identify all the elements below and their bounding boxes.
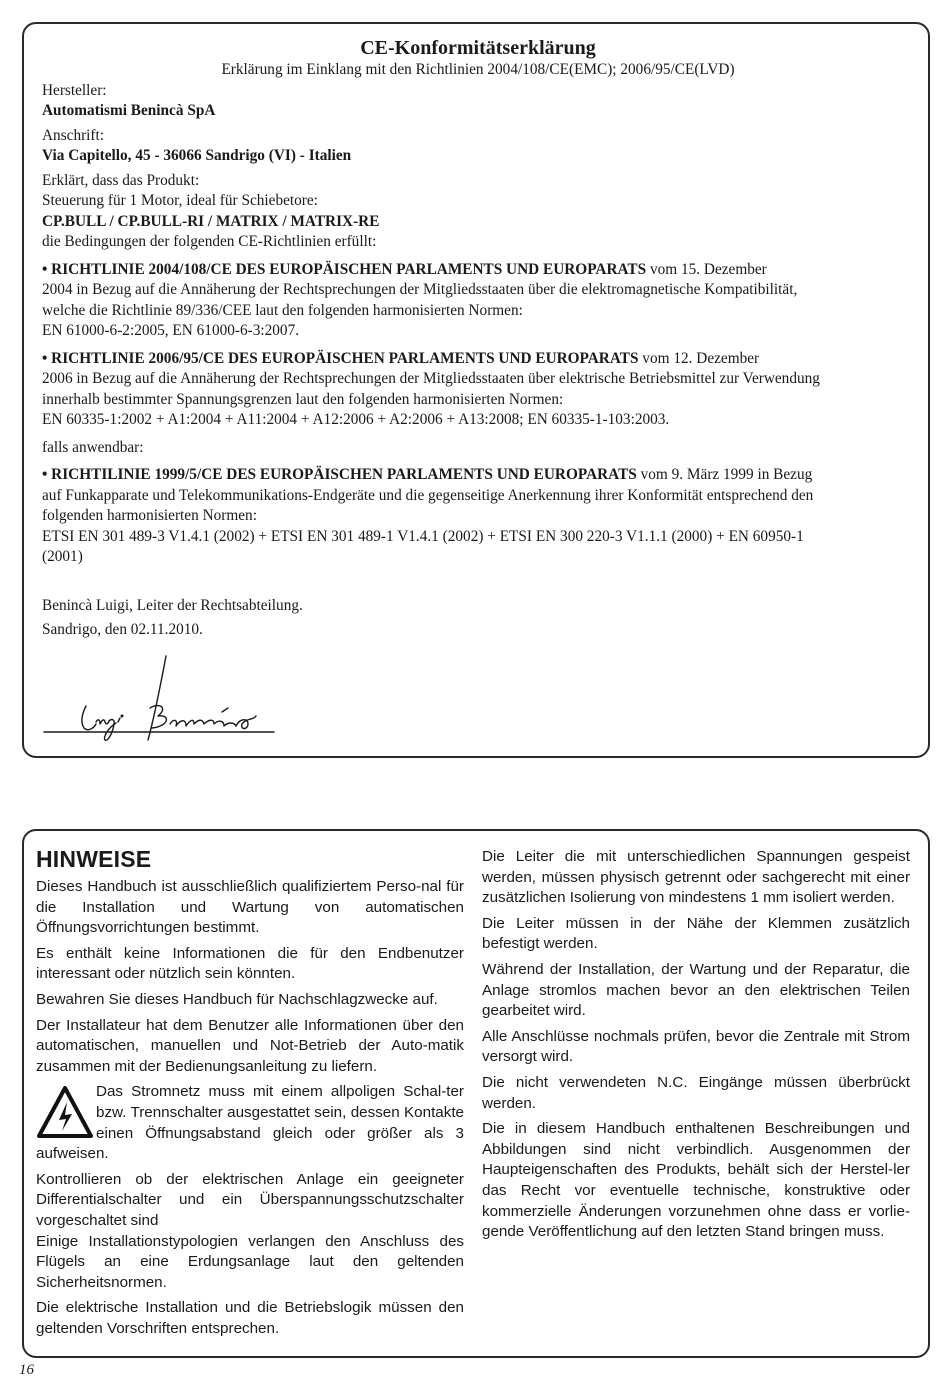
directive-2-date: vom 12. Dezember: [638, 349, 760, 367]
directive-1-line3: welche die Richtlinie 89/336/CEE laut den folgenden harmonisierten Normen:: [42, 301, 523, 319]
ce-declaration-box: [22, 22, 930, 758]
directive-3-norms-cont: (2001): [42, 548, 83, 565]
address-value: Via Capitello, 45 - 36066 Sandrigo (VI) - Italien: [42, 147, 352, 164]
note-paragraph: Dieses Handbuch ist ausschließlich qualifiziertem Perso-nal für die Installation und Wartung von automatischen Öffnungsvorrichtungen bestimmt.: [36, 878, 464, 937]
ce-declaration-content: [42, 36, 914, 641]
product-models: CP.BULL / CP.BULL-RI / MATRIX / MATRIX-RE: [42, 212, 380, 230]
directive-3-line3: folgenden harmonisierten Normen:: [42, 507, 257, 524]
note-paragraph: Während der Installation, der Wartung und der Reparatur, die Anlage stromlos machen bevor an den elektrischen Teilen gearbeitet wird.: [482, 960, 910, 1020]
note-paragraph: Die in diesem Handbuch enthaltenen Beschreibungen und Abbildungen sind nicht verbindlich. Ausgenommen der Haupteigenschaften des Produkts, behält sich der Herstel-ler das Recht vor eventuelle technische, konstruktive oder kommerzielle Änderungen vorzunehmen ohne dass er vorlie-gende Veröffentlichung auf den letzten Stand bringen muss.: [482, 1120, 910, 1241]
declaration-title: CE-Konformitätserklärung: [360, 37, 596, 59]
manufacturer-name: Automatismi Benincà SpA: [42, 102, 216, 119]
note-paragraph: Einige Installationstypologien verlangen den Anschluss des Flügels an eine Erdungsanlage laut den geltenden Sicherheitsnormen.: [36, 1232, 464, 1291]
conditions-text: die Bedingungen der folgenden CE-Richtlinien erfüllt:: [42, 233, 377, 250]
product-description: Steuerung für 1 Motor, ideal für Schiebetore:: [42, 192, 318, 209]
directive-2-line2: 2006 in Bezug auf die Annäherung der Rechtsprechungen der Mitgliedsstaaten über elektrische Betriebsmittel zur Verwendung: [42, 370, 820, 387]
address-label: Anschrift:: [42, 126, 105, 144]
warning-text: Das Stromnetz muss mit einem allpoligen Schal-ter bzw. Trennschalter ausgestattet sein, dessen Kontakte einen Öffnungsabstand gleich oder größer als 3 aufweisen.: [36, 1083, 464, 1163]
directive-1: [42, 260, 914, 281]
directive-1-line2: 2004 in Bezug auf die Annäherung der Rechtsprechungen der Mitgliedsstaaten über die elektromagnetische Kompatibilität,: [42, 281, 798, 298]
note-paragraph: Die Leiter die mit unterschiedlichen Spannungen gespeist werden, müssen physisch getrennt oder sachgerecht mit einer zusätzlichen Isolierung von mindestens 1 mm isoliert werden.: [482, 848, 910, 907]
notes-right-column: [482, 847, 910, 1248]
product-intro: Erklärt, dass das Produkt:: [42, 171, 200, 189]
directive-2: [42, 349, 914, 370]
directive-3-title: • RICHTILINIE 1999/5/CE DES EUROPÄISCHEN PARLAMENTS UND EUROPARATS: [42, 466, 637, 483]
manufacturer-label: Hersteller:: [42, 81, 107, 99]
note-paragraph: Die nicht verwendeten N.C. Eingänge müssen überbrückt werden.: [482, 1073, 910, 1112]
page-number: 16: [19, 1362, 34, 1378]
note-paragraph: Kontrollieren ob der elektrischen Anlage ein geeigneter Differentialschalter und ein Überspannungsschutzschalter vorgeschaltet sind: [36, 1170, 464, 1229]
directive-3: [42, 465, 914, 486]
note-paragraph: Alle Anschlüsse nochmals prüfen, bevor die Zentrale mit Strom versorgt wird.: [482, 1027, 910, 1066]
directive-1-date: vom 15. Dezember: [646, 260, 767, 278]
directive-1-norms: EN 61000-6-2:2005, EN 61000-6-3:2007.: [42, 322, 300, 339]
directive-2-norms: EN 60335-1:2002 + A1:2004 + A11:2004 + A12:2006 + A2:2006 + A13:2008; EN 60335-1-103:2003.: [42, 411, 670, 428]
directive-2-title: • RICHTLINIE 2006/95/CE DES EUROPÄISCHEN PARLAMENTS UND EUROPARATS: [42, 349, 639, 367]
notes-box: [22, 829, 930, 1358]
declaration-subtitle: Erklärung im Einklang mit den Richtlinien 2004/108/CE(EMC); 2006/95/CE(LVD): [221, 61, 735, 78]
applicable-label: falls anwendbar:: [42, 438, 144, 456]
directive-2-line3: innerhalb bestimmter Spannungsgrenzen laut den folgenden harmonisierten Normen:: [42, 390, 564, 408]
directive-1-title: • RICHTLINIE 2004/108/CE DES EUROPÄISCHEN PARLAMENTS UND EUROPARATS: [42, 260, 647, 278]
signatory: Benincà Luigi, Leiter der Rechtsabteilung.: [42, 596, 303, 614]
note-paragraph: Der Installateur hat dem Benutzer alle Informationen über den automatischen, manuellen und Not-Betrieb der Auto-matik zusammen mit der Bedienungsanleitung zu liefern.: [36, 1016, 464, 1075]
warning-block: [36, 1082, 464, 1164]
electrical-hazard-icon: [36, 1084, 94, 1142]
place-date: Sandrigo, den 02.11.2010.: [42, 621, 203, 638]
directive-3-date: vom 9. März 1999 in Bezug: [636, 466, 813, 483]
notes-title: HINWEISE: [36, 846, 152, 872]
directive-3-norms: ETSI EN 301 489-3 V1.4.1 (2002) + ETSI EN 301 489-1 V1.4.1 (2002) + ETSI EN 300 220-3 V1.1.1 (2000) + EN 60950-1: [42, 527, 804, 545]
note-paragraph: Bewahren Sie dieses Handbuch für Nachschlagzwecke auf.: [36, 990, 438, 1008]
handwritten-signature: [42, 648, 276, 744]
note-paragraph: Die Leiter müssen in der Nähe der Klemmen zusätzlich befestigt werden.: [482, 914, 910, 953]
note-paragraph: Es enthält keine Informationen die für den Endbenutzer interessant oder nützlich sein könnten.: [36, 944, 464, 983]
note-paragraph: Die elektrische Installation und die Betriebslogik müssen den geltenden Vorschriften entsprechen.: [36, 1299, 464, 1337]
directive-3-line2: auf Funkapparate und Telekommunikations-Endgeräte und die gegenseitige Anerkennung ihrer Konformität entsprechend den: [42, 486, 814, 504]
notes-left-column: [36, 845, 464, 1344]
